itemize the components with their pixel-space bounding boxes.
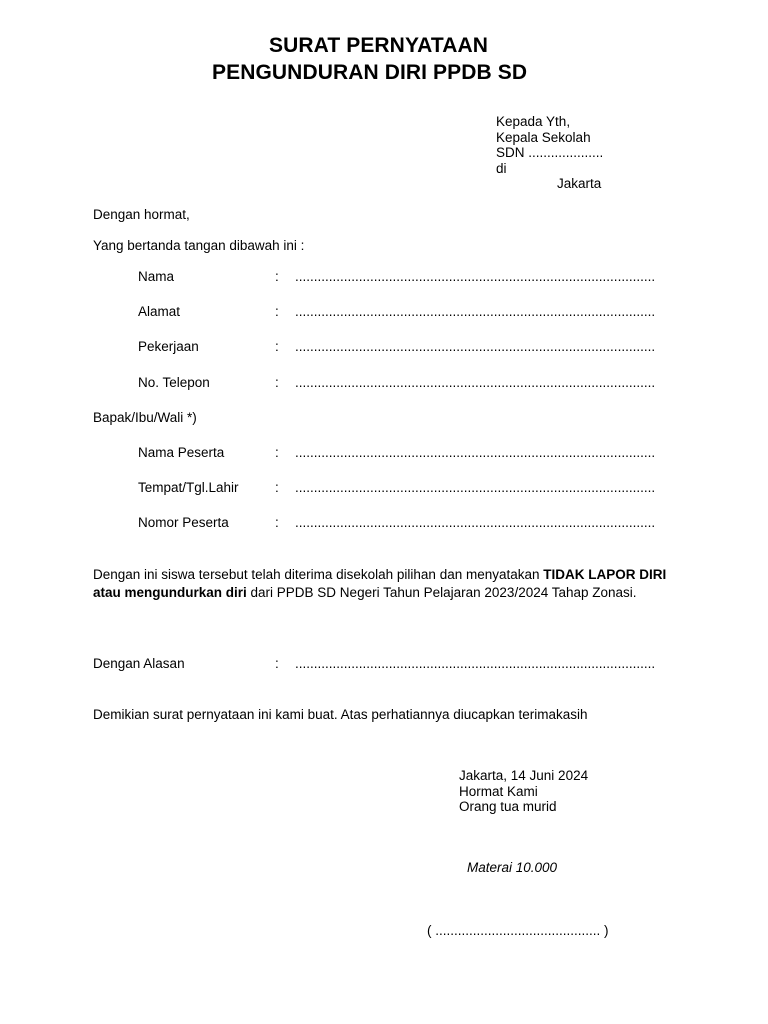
field-colon: :	[275, 480, 279, 495]
section-label: Bapak/Ibu/Wali *)	[93, 410, 197, 425]
field-label: Dengan Alasan	[93, 656, 185, 671]
greeting: Dengan hormat,	[93, 207, 190, 222]
field-label: Pekerjaan	[138, 339, 199, 354]
field-telepon	[138, 375, 678, 391]
closing-text: Demikian surat pernyataan ini kami buat. Atas perhatiannya diucapkan terimakasih	[93, 707, 588, 722]
field-nama-peserta	[138, 445, 678, 461]
field-alamat	[138, 304, 678, 320]
field-colon: :	[275, 515, 279, 530]
signature-name-line[interactable]: ( ............................................ )	[427, 923, 609, 938]
field-nama	[138, 269, 678, 285]
field-alasan	[93, 656, 678, 672]
signature-date: Jakarta, 14 Juni 2024	[459, 768, 589, 783]
recipient-line-4: di	[496, 160, 507, 176]
field-nomor-peserta	[138, 515, 678, 531]
field-blank[interactable]: ................................................................................................	[295, 269, 656, 284]
recipient-line-5: Jakarta	[557, 176, 602, 192]
field-colon: :	[275, 375, 279, 390]
field-colon: :	[275, 269, 279, 284]
field-blank[interactable]: ................................................................................................	[295, 515, 656, 530]
statement-text-2: dari PPDB SD Negeri Tahun Pelajaran 2023/2024 Tahap Zonasi.	[246, 585, 637, 600]
field-colon: :	[275, 339, 279, 354]
field-colon: :	[275, 304, 279, 319]
intro-text: Yang bertanda tangan dibawah ini :	[93, 238, 305, 253]
field-blank[interactable]: ................................................................................................	[295, 339, 656, 354]
signature-block	[459, 768, 588, 815]
field-label: Nomor Peserta	[138, 515, 229, 530]
field-blank[interactable]: ................................................................................................	[295, 656, 656, 671]
field-colon: :	[275, 445, 279, 460]
field-tempat-tgl-lahir	[138, 480, 678, 496]
field-label: Nama Peserta	[138, 445, 225, 460]
field-colon: :	[275, 656, 279, 671]
signature-role: Orang tua murid	[459, 799, 557, 815]
field-pekerjaan	[138, 339, 678, 355]
recipient-block	[496, 114, 603, 192]
title-line-2: PENGUNDURAN DIRI PPDB SD	[212, 61, 528, 84]
field-blank[interactable]: ................................................................................................	[295, 480, 656, 495]
field-blank[interactable]: ................................................................................................	[295, 304, 656, 319]
field-label: Nama	[138, 269, 175, 284]
title-line-1: SURAT PERNYATAAN	[269, 34, 489, 57]
field-label: Tempat/Tgl.Lahir	[138, 480, 239, 495]
field-blank[interactable]: ................................................................................................	[295, 375, 656, 390]
recipient-line-3: SDN ....................	[496, 145, 604, 161]
field-label: Alamat	[138, 304, 181, 319]
statement-paragraph	[93, 566, 678, 602]
statement-bold-text: TIDAK LAPOR DIRI atau mengundurkan diri	[93, 567, 667, 600]
recipient-line-2: Kepala Sekolah	[496, 129, 591, 145]
stamp-placeholder: Materai 10.000	[467, 860, 558, 875]
field-blank[interactable]: ................................................................................................	[295, 445, 656, 460]
statement-text-1: Dengan ini siswa tersebut telah diterima disekolah pilihan dan menyatakan	[93, 567, 544, 582]
signature-regards: Hormat Kami	[459, 783, 538, 799]
field-label: No. Telepon	[138, 375, 210, 390]
recipient-line-1: Kepada Yth,	[496, 114, 571, 129]
